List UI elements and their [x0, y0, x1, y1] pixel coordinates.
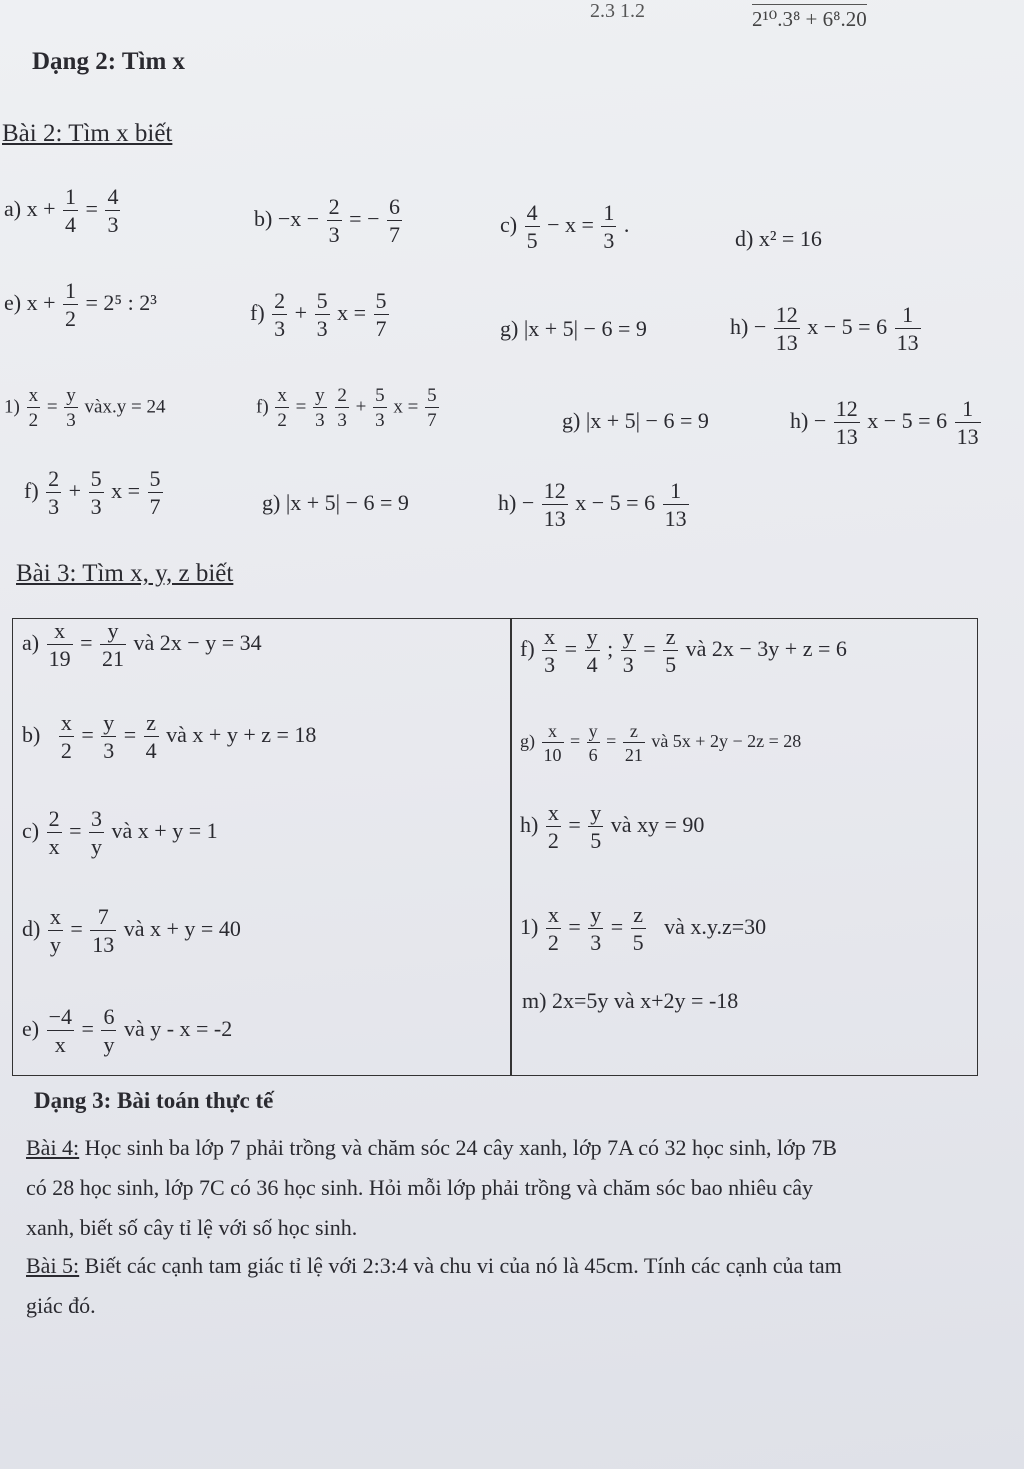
top-fragment-right: 2¹⁰.3⁸ + 6⁸.20 [752, 4, 867, 32]
eq-3a [22, 620, 262, 670]
denominator: 13 [835, 424, 858, 449]
denominator: 2 [547, 828, 559, 853]
fraction [546, 904, 561, 954]
eq-3f [520, 626, 847, 676]
denominator: 3 [90, 494, 102, 519]
denominator: 21 [102, 646, 125, 671]
equals: = [295, 396, 307, 418]
numerator: 1 [955, 398, 981, 423]
fraction [546, 802, 561, 852]
bai4-line1-text: Học sinh ba lớp 7 phải trồng và chăm sóc 24 cây xanh, lớp 7A có 32 học sinh, lớp 7B [84, 1135, 837, 1160]
equals: = [123, 722, 137, 748]
fraction [63, 186, 78, 236]
fraction [895, 304, 921, 354]
fraction [585, 626, 600, 676]
eq-2g [500, 316, 647, 342]
denominator: x [54, 1032, 66, 1057]
label: g) [262, 490, 281, 515]
numerator: x [547, 800, 559, 825]
label: c) [500, 212, 518, 238]
bai3-title-text: Bài 3: Tìm x, y, z biết [16, 560, 234, 587]
denominator: 10 [543, 745, 562, 765]
label: b) [254, 206, 273, 232]
bai3-title [16, 560, 233, 588]
denominator: 5 [526, 228, 538, 253]
bai5-label: Bài 5: [26, 1253, 80, 1278]
fraction [542, 480, 568, 530]
equals: = [81, 1016, 94, 1042]
fraction [101, 1006, 116, 1056]
fraction [315, 290, 330, 340]
period: . [623, 212, 630, 238]
denominator: 3 [274, 316, 286, 341]
label: f) [256, 396, 269, 418]
expression: |x + 5| − 6 = 9 [523, 316, 647, 341]
term: x = [111, 478, 140, 504]
condition: và 5x + 2y − 2z = 28 [651, 731, 802, 752]
numerator: x [542, 722, 564, 743]
denominator: 3 [603, 228, 615, 253]
label: g) [562, 408, 581, 433]
denominator: 2 [60, 738, 72, 763]
fraction [542, 722, 564, 764]
condition: vàx.y = 24 [84, 396, 166, 418]
fraction [374, 290, 389, 340]
numerator: 4 [526, 200, 538, 225]
bai4-line2: có 28 học sinh, lớp 7C có 36 học sinh. Hỏi mỗi lớp phải trồng và chăm sóc bao nhiêu cây [26, 1175, 814, 1200]
eq-2b [254, 196, 404, 246]
numerator: 5 [149, 466, 161, 491]
minus: − [813, 408, 827, 434]
fraction [27, 386, 41, 430]
term: x + [26, 196, 56, 222]
label: 1) [520, 914, 539, 940]
bai5-line1-text: Biết các cạnh tam giác tỉ lệ với 2:3:4 và chu vi của nó là 45cm. Tính các cạnh của tam [84, 1253, 842, 1278]
fraction [327, 196, 342, 246]
numerator: x [47, 620, 73, 645]
fraction [774, 304, 800, 354]
term: x − 5 = 6 [807, 314, 888, 340]
label: a) [4, 196, 22, 222]
fraction [144, 712, 159, 762]
denominator: 5 [665, 652, 677, 677]
label: d) [735, 226, 754, 251]
equals: = [70, 916, 83, 942]
label: h) [730, 314, 749, 340]
fraction [313, 386, 327, 430]
bai2-title [2, 120, 172, 148]
condition: và x + y = 40 [123, 916, 241, 942]
eq-2f-third [24, 468, 165, 518]
fraction [425, 386, 439, 430]
minus: − [521, 490, 535, 516]
fraction [588, 802, 603, 852]
denominator: 3 [103, 738, 115, 763]
denominator: 3 [375, 410, 385, 431]
label: f) [520, 636, 535, 662]
numerator: 5 [427, 385, 437, 406]
plus: + [68, 478, 82, 504]
denominator: 3 [544, 652, 556, 677]
equals: = [85, 196, 98, 222]
numerator: 12 [543, 478, 566, 503]
numerator: y [315, 385, 325, 406]
fraction [101, 712, 116, 762]
fraction [373, 386, 387, 430]
denominator: 13 [543, 506, 566, 531]
denominator: 13 [92, 932, 115, 957]
term: − x = [547, 212, 594, 238]
denominator: 3 [337, 410, 347, 431]
eq-2h-third [498, 480, 691, 530]
denominator: 4 [145, 738, 157, 763]
numerator: z [631, 904, 646, 929]
eq-3c [22, 808, 218, 858]
expression: 2x=5y và x+2y = -18 [551, 988, 739, 1013]
fraction [588, 904, 603, 954]
condition: và xy = 90 [610, 812, 705, 838]
eq-2g-third [262, 490, 409, 516]
equals: = [568, 812, 581, 838]
label: 1) [4, 396, 20, 418]
condition: và x.y.z=30 [664, 914, 767, 940]
separator: ; [607, 636, 614, 662]
bai5-line1 [26, 1246, 976, 1286]
denominator: 7 [388, 222, 400, 247]
fraction [587, 722, 600, 764]
denominator: 7 [375, 316, 387, 341]
label: f) [24, 478, 39, 504]
numerator: x [277, 385, 287, 406]
denominator: 2 [277, 410, 287, 431]
denominator: 19 [48, 646, 71, 671]
denominator: 13 [956, 424, 979, 449]
numerator: y [100, 620, 126, 645]
fraction [90, 906, 116, 956]
equals: = [610, 914, 624, 940]
eq-3i [520, 904, 766, 954]
equals: = [564, 636, 578, 662]
numerator: 4 [107, 184, 119, 209]
numerator: 1 [65, 278, 77, 303]
numerator: 6 [103, 1004, 115, 1029]
bai5-paragraph [26, 1246, 976, 1326]
term: −x − [277, 206, 320, 232]
section3-title: Dạng 3: Bài toán thực tế [34, 1088, 274, 1113]
numerator: z [144, 712, 159, 737]
fraction [631, 904, 646, 954]
term: = 2⁵ : 2³ [85, 290, 157, 316]
numerator: y [590, 902, 602, 927]
label: b) [22, 722, 41, 748]
fraction [47, 1006, 74, 1056]
eq-2h [730, 304, 923, 354]
numerator: x [60, 710, 72, 735]
denominator: x [48, 834, 60, 859]
minus: − [753, 314, 767, 340]
label: e) [22, 1016, 40, 1042]
numerator: 12 [775, 302, 798, 327]
fraction [621, 626, 636, 676]
eq-2d [735, 226, 822, 252]
equals: = [46, 396, 58, 418]
fraction [59, 712, 74, 762]
term: x = [337, 300, 366, 326]
fraction [623, 722, 645, 764]
label: c) [22, 818, 40, 844]
label: h) [790, 408, 809, 434]
denominator: 2 [65, 306, 77, 331]
numerator: 6 [388, 194, 400, 219]
numerator: y [586, 624, 598, 649]
denominator: 3 [316, 316, 328, 341]
fraction [272, 290, 287, 340]
eq-2f-repeat [256, 386, 441, 430]
bai2-title-text: Bài 2: Tìm x biết [2, 120, 173, 147]
fraction [834, 398, 860, 448]
term: x = [393, 396, 419, 418]
denominator: 3 [590, 930, 602, 955]
eq-2e [4, 280, 157, 330]
denominator: 4 [586, 652, 598, 677]
equals: = [643, 636, 656, 662]
numerator: 5 [375, 385, 385, 406]
term: x + [26, 290, 56, 316]
equals: = [69, 818, 82, 844]
numerator: 2 [48, 806, 60, 831]
condition: và y - x = -2 [123, 1016, 233, 1042]
expression: x² = 16 [758, 226, 822, 251]
fraction [89, 468, 104, 518]
expression: |x + 5| − 6 = 9 [285, 490, 409, 515]
equals: = − [349, 206, 380, 232]
denominator: 3 [107, 212, 119, 237]
term: x − 5 = 6 [575, 490, 656, 516]
numerator: y [588, 721, 598, 741]
fraction [663, 480, 689, 530]
denominator: 4 [65, 212, 77, 237]
label: d) [22, 916, 41, 942]
label: h) [498, 490, 517, 516]
numerator: z [623, 722, 645, 743]
label: g) [500, 316, 519, 341]
equals: = [80, 630, 93, 656]
bai4-line1 [26, 1128, 976, 1168]
bai4-line3: xanh, biết số cây tỉ lệ với số học sinh. [26, 1215, 358, 1240]
numerator: 1 [663, 480, 689, 505]
equals: = [606, 731, 617, 752]
denominator: 13 [664, 506, 687, 531]
fraction [100, 620, 126, 670]
fraction [64, 386, 78, 430]
condition: và x + y = 1 [111, 818, 218, 844]
equals: = [81, 722, 94, 748]
plus: + [294, 300, 308, 326]
numerator: 2 [274, 288, 286, 313]
numerator: 5 [90, 466, 102, 491]
numerator: x [28, 385, 39, 406]
bai5-line2: giác đó. [26, 1293, 96, 1318]
denominator: 7 [427, 410, 437, 431]
fraction [387, 196, 402, 246]
fraction [47, 808, 62, 858]
fraction [105, 186, 120, 236]
fraction [955, 398, 981, 448]
eq-2a [4, 186, 122, 236]
label: f) [250, 300, 265, 326]
denominator: 21 [624, 745, 643, 765]
eq-2g-repeat [562, 408, 709, 434]
denominator: 2 [547, 930, 559, 955]
denominator: y [91, 834, 103, 859]
numerator: 7 [90, 906, 116, 931]
numerator: 2 [48, 466, 60, 491]
label: h) [520, 812, 539, 838]
numerator: 12 [835, 396, 858, 421]
label: g) [520, 731, 535, 752]
fraction [89, 808, 104, 858]
eq-2i [4, 386, 165, 430]
numerator: y [590, 800, 602, 825]
eq-2h-repeat [790, 398, 983, 448]
fraction [48, 906, 63, 956]
numerator: x [547, 902, 559, 927]
condition: và 2x − y = 34 [133, 630, 262, 656]
denominator: 3 [315, 410, 325, 431]
fraction [525, 202, 540, 252]
condition: và x + y + z = 18 [166, 722, 317, 748]
denominator: 7 [149, 494, 161, 519]
top-fragment-left: 2.3 1.2 [590, 0, 645, 22]
denominator: 13 [896, 330, 919, 355]
numerator: 2 [328, 194, 340, 219]
expression: |x + 5| − 6 = 9 [585, 408, 709, 433]
denominator: 2 [28, 410, 39, 431]
numerator: −4 [48, 1004, 73, 1029]
term: x − 5 = 6 [867, 408, 948, 434]
numerator: 1 [65, 184, 77, 209]
eq-2c [500, 202, 629, 252]
denominator: y [49, 932, 61, 957]
equals: = [570, 731, 581, 752]
denominator: 6 [588, 745, 598, 765]
condition: và 2x − 3y + z = 6 [685, 636, 847, 662]
denominator: 3 [622, 652, 634, 677]
label: m) [522, 988, 547, 1013]
section2-title: Dạng 2: Tìm x [32, 48, 186, 75]
plus: + [355, 396, 367, 418]
numerator: 5 [375, 288, 387, 313]
eq-3b [22, 712, 316, 762]
denominator: 3 [66, 410, 76, 431]
numerator: y [66, 385, 76, 406]
fraction [63, 280, 78, 330]
fraction [47, 620, 73, 670]
numerator: x [49, 904, 61, 929]
bai4-label: Bài 4: [26, 1135, 80, 1160]
equals: = [568, 914, 581, 940]
bai4-paragraph [26, 1128, 976, 1248]
fraction [46, 468, 61, 518]
label: a) [22, 630, 40, 656]
eq-2f [250, 290, 391, 340]
label: e) [4, 290, 22, 316]
fraction [275, 386, 289, 430]
numerator: 2 [337, 385, 347, 406]
numerator: x [544, 624, 556, 649]
denominator: 5 [590, 828, 602, 853]
fraction [601, 202, 616, 252]
numerator: 1 [603, 200, 615, 225]
eq-3e [22, 1006, 232, 1056]
denominator: 3 [328, 222, 340, 247]
numerator: y [103, 710, 115, 735]
fraction [335, 386, 349, 430]
numerator: 3 [91, 806, 103, 831]
eq-3h [520, 802, 704, 852]
denominator: y [103, 1032, 115, 1057]
eq-3d [22, 906, 241, 956]
table-divider [510, 618, 512, 1076]
numerator: 5 [316, 288, 328, 313]
fraction [663, 626, 678, 676]
numerator: 1 [895, 304, 921, 329]
denominator: 5 [632, 930, 644, 955]
eq-3m [522, 988, 738, 1014]
denominator: 13 [775, 330, 798, 355]
numerator: z [663, 626, 678, 651]
numerator: y [622, 624, 634, 649]
eq-3g [520, 722, 801, 764]
fraction [148, 468, 163, 518]
fraction [542, 626, 557, 676]
denominator: 3 [48, 494, 60, 519]
